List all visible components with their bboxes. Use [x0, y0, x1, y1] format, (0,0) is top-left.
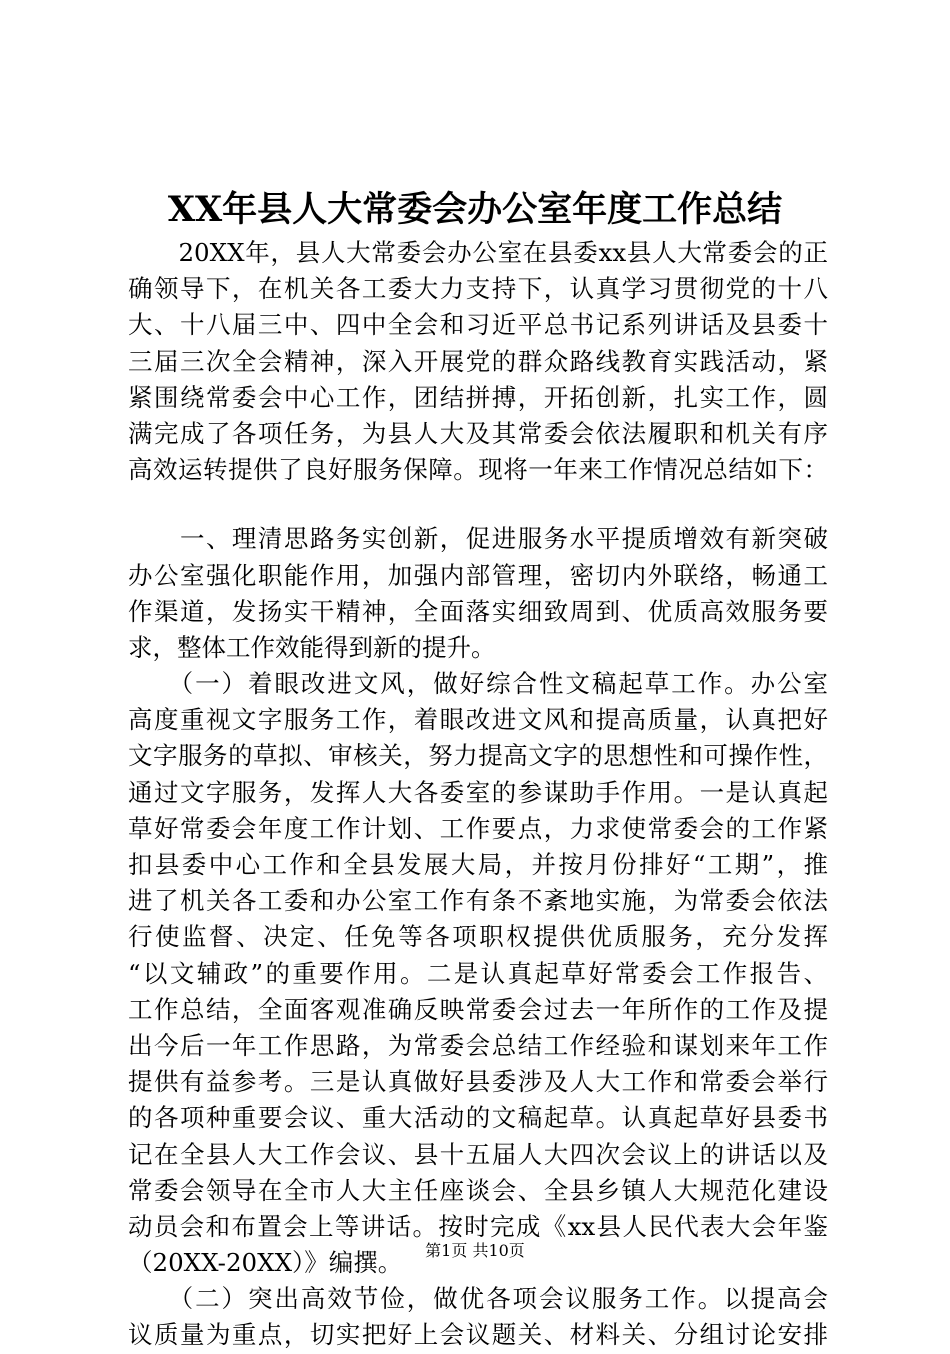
- text-line: 办公室强化职能作用，加强内部管理，密切内外联络，畅通工: [128, 560, 828, 590]
- text-line: 提供有益参考。三是认真做好县委涉及人大工作和常委会举行: [128, 1067, 828, 1097]
- text-line: 的各项种重要会议、重大活动的文稿起草。认真起草好县委书: [128, 1103, 828, 1133]
- document-body: [128, 235, 828, 1354]
- text-line: “以文辅政”的重要作用。二是认真起草好常委会工作报告、: [128, 958, 828, 988]
- text-line: 作渠道，发扬实干精神，全面落实细致周到、优质高效服务要: [128, 596, 828, 626]
- text-line: 动员会和布置会上等讲话。按时完成《xx县人民代表大会年鉴: [128, 1211, 828, 1241]
- document-title: XX年县人大常委会办公室年度工作总结: [167, 189, 783, 230]
- text-line: 确领导下，在机关各工委大力支持下，认真学习贯彻党的十八: [128, 274, 828, 304]
- text-line: （二）突出高效节俭，做优各项会议服务工作。以提高会: [128, 1284, 828, 1314]
- text-line: 紧围绕常委会中心工作，团结拼搏，开拓创新，扎实工作，圆: [128, 382, 828, 412]
- text-line: 通过文字服务，发挥人大各委室的参谋助手作用。一是认真起: [128, 777, 828, 807]
- paragraph-intro: [128, 235, 828, 488]
- paragraph-subsection-one: [128, 666, 828, 1281]
- text-line: 扣县委中心工作和全县发展大局，并按月份排好“工期”，推: [128, 850, 828, 879]
- text-line: 高度重视文字服务工作，着眼改进文风和提高质量，认真把好: [128, 705, 828, 735]
- text-line: 求，整体工作效能得到新的提升。: [128, 632, 496, 662]
- text-line: 行使监督、决定、任免等各项职权提供优质服务，充分发挥: [128, 922, 828, 952]
- page-footer: 第1页 共10页: [425, 1241, 525, 1260]
- text-line: 20XX年，县人大常委会办公室在县委xx县人大常委会的正: [128, 238, 828, 267]
- text-line: 三届三次全会精神，深入开展党的群众路线教育实践活动，紧: [128, 346, 828, 376]
- text-line: （一）着眼改进文风，做好综合性文稿起草工作。办公室: [128, 669, 828, 699]
- text-line: 工作总结，全面客观准确反映常委会过去一年所作的工作及提: [128, 994, 828, 1024]
- text-line: 常委会领导在全市人大主任座谈会、全县乡镇人大规范化建设: [128, 1175, 828, 1205]
- text-line: 草好常委会年度工作计划、工作要点，力求使常委会的工作紧: [128, 813, 828, 843]
- text-line: 议质量为重点，切实把好上会议题关、材料关、分组讨论安排: [128, 1320, 828, 1350]
- text-line: （20XX-20XX）》编撰。: [128, 1248, 403, 1278]
- text-line: 满完成了各项任务，为县人大及其常委会依法履职和机关有序: [128, 418, 828, 448]
- text-line: 出今后一年工作思路，为常委会总结工作经验和谋划来年工作: [128, 1030, 828, 1060]
- paragraph-spacer: [128, 488, 828, 521]
- text-line: 文字服务的草拟、审核关，努力提高文字的思想性和可操作性，: [128, 741, 828, 771]
- text-line: 大、十八届三中、四中全会和习近平总书记系列讲话及县委十: [128, 310, 828, 340]
- paragraph-subsection-two: [128, 1281, 828, 1353]
- text-line: 高效运转提供了良好服务保障。现将一年来工作情况总结如下：: [128, 455, 828, 485]
- section-heading: 一、理清思路务实创新，促进服务水平提质增效有新突破: [128, 524, 828, 554]
- text-line: 进了机关各工委和办公室工作有条不紊地实施，为常委会依法: [128, 886, 828, 916]
- paragraph-section-one: [128, 521, 828, 666]
- text-line: 记在全县人大工作会议、县十五届人大四次会议上的讲话以及: [128, 1139, 828, 1169]
